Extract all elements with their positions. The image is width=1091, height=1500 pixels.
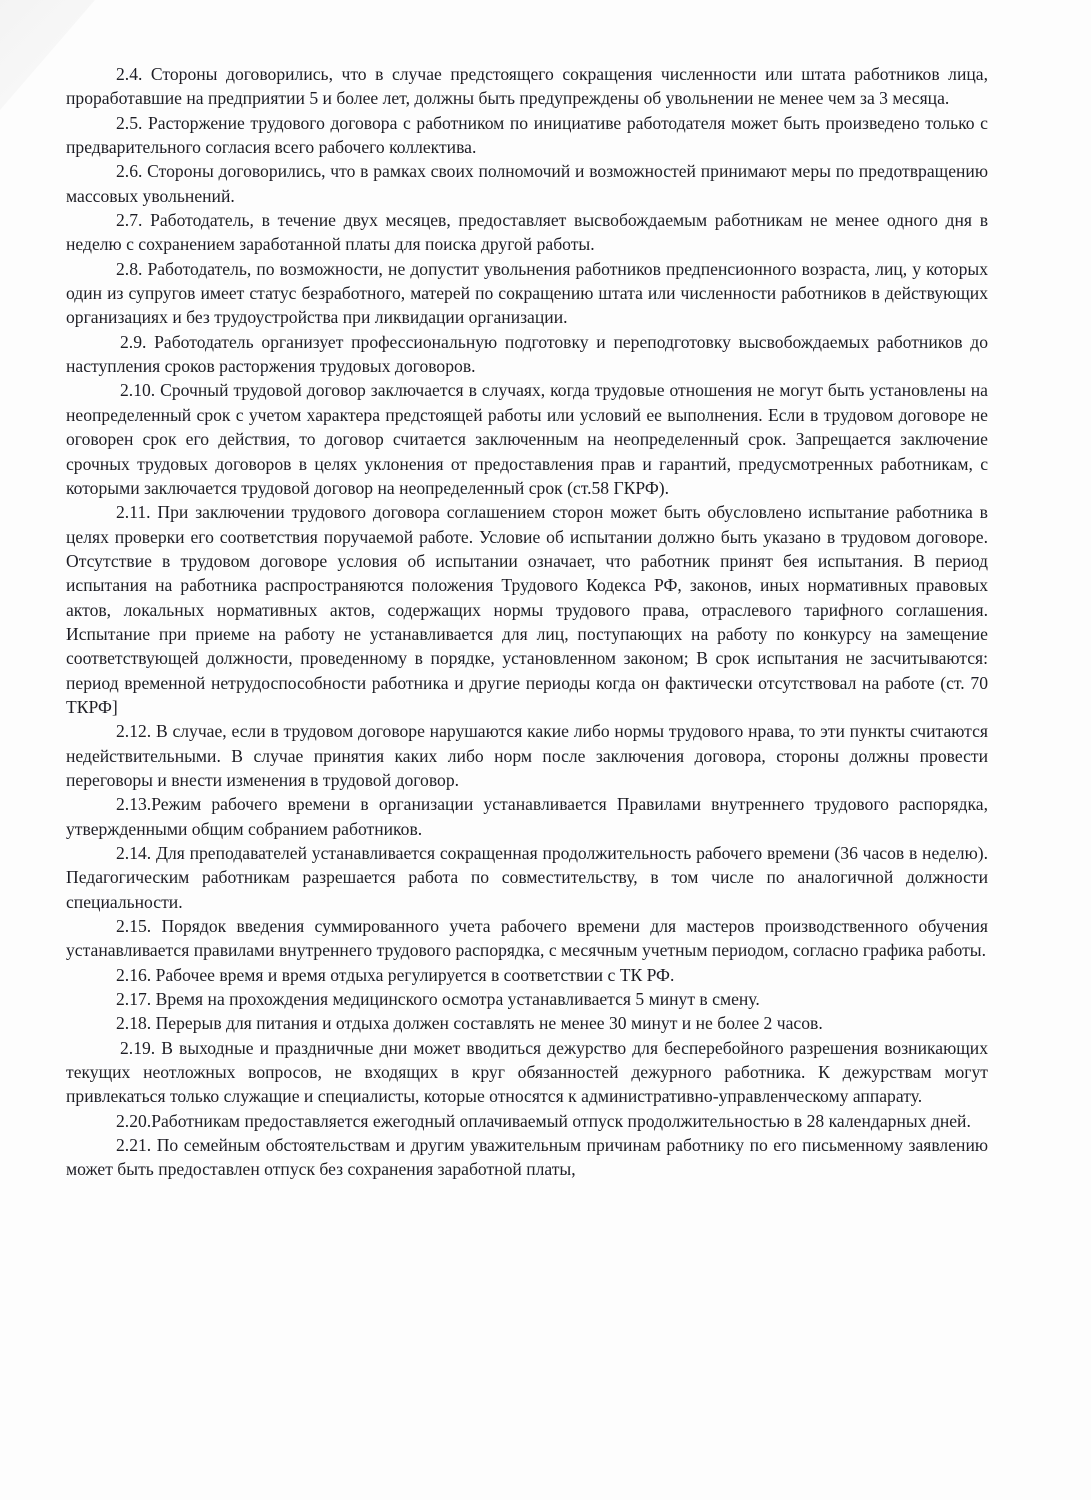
clause-2-18: 2.18. Перерыв для питания и отдыха должен составлять не менее 30 минут и не более 2 часов. bbox=[116, 1013, 823, 1034]
clause-2-16: 2.16. Рабочее время и время отдыха регулируется в соответствии с ТК РФ. bbox=[116, 964, 675, 985]
clause-2-21: 2.21. По семейным обстоятельствам и другим уважительным причинам работнику по его письменному заявлению может быть предоставлен отпуск без сохранения заработной платы, bbox=[66, 1135, 988, 1180]
clause-2-12: 2.12. В случае, если в трудовом договоре нарушаются какие либо нормы трудового нрава, то эти пункты считаются недействительными. В случае принятия каких либо норм после заключения договора, стороны должны провести переговоры и внести изменения в трудовой договор. bbox=[66, 721, 988, 790]
clause-2-7: 2.7. Работодатель, в течение двух месяцев, предоставляет высвобождаемым работникам не менее одного дня в неделю с сохранением заработанной платы для поиска другой работы. bbox=[66, 210, 988, 255]
document-body bbox=[66, 62, 988, 1182]
clause-2-6: 2.6. Стороны договорились, что в рамках своих полномочий и возможностей принимают меры по предотвращению массовых увольнений. bbox=[66, 161, 988, 206]
clause-2-13: 2.13.Режим рабочего времени в организации устанавливается Правилами внутреннего трудового распорядка, утвержденными общим собранием работников. bbox=[66, 794, 988, 839]
clause-2-11: 2.11. При заключении трудового договора соглашением сторон может быть обусловлено испытание работника в целях проверки его соответствия поручаемой работе. Условие об испытании должно быть указано в трудовом договоре. Отсутствие в трудовом договоре условия об испытании означает, что работник принят бея испытания. В период испытания на работника распространяются положения Трудового Кодекса РФ, законов, иных нормативных правовых актов, локальных нормативных актов, содержащих нормы трудового права, отраслевого тарифного соглашения. Испытание при приеме на работу не устанавливается для лиц, поступающих на работу по конкурсу на замещение соответствующей должности, проведенному в порядке, установленном законом; В срок испытания не засчитываются: период временной нетрудоспособности работника и другие периоды когда он фактически отсутствовал на работе (ст. 70 ТКРФ] bbox=[66, 502, 988, 717]
clause-2-9: 2.9. Работодатель организует профессиональную подготовку и переподготовку высвобождаемых работников до наступления сроков расторжения трудовых договоров. bbox=[66, 331, 988, 377]
clause-2-17: 2.17. Время на прохождения медицинского осмотра устанавливается 5 минут в смену. bbox=[116, 989, 760, 1010]
clause-2-10: 2.10. Срочный трудовой договор заключается в случаях, когда трудовые отношения не могут быть установлены на неопределенный срок с учетом характера предстоящей работы или условий ее выполнения. Если в трудовом договоре не оговорен срок его действия, то договор считается заключенным на неопределенный срок. Запрещается заключение срочных трудовых договоров в целях уклонения от предоставления прав и гарантий, предусмотренных работникам, с которыми заключается трудовой договор на неопределенный срок (ст.58 ГКРФ). bbox=[66, 380, 988, 498]
clause-2-4: 2.4. Стороны договорились, что в случае предстоящего сокращения численности или штата работников лица, проработавшие на предприятии 5 и более лет, должны быть предупреждены об увольнении не менее чем за 3 месяца. bbox=[66, 64, 988, 109]
clause-2-20: 2.20.Работникам предоставляется ежегодный оплачиваемый отпуск продолжительностью в 28 календарных дней. bbox=[116, 1110, 971, 1131]
clause-2-19: 2.19. В выходные и праздничные дни может вводиться дежурство для бесперебойного разрешения возникающих текущих неотложных вопросов, не входящих в круг обязанностей дежурного работника. К дежурствам могут привлекаться только служащие и специалисты, которые относятся к административно-управленческому аппарату. bbox=[66, 1037, 988, 1107]
clause-2-14: 2.14. Для преподавателей устанавливается сокращенная продолжительность рабочего времени (36 часов в неделю). Педагогическим работникам разрешается работа по совместительству, в том числе по аналогичной должности специальности. bbox=[66, 843, 988, 912]
clause-2-8: 2.8. Работодатель, по возможности, не допустит увольнения работников предпенсионного возраста, лиц, у которых один из супругов имеет статус безработного, матерей по сокращению штата или численности работников в действующих организациях и без трудоустройства при ликвидации организации. bbox=[66, 258, 988, 328]
clause-2-5: 2.5. Расторжение трудового договора с работником по инициативе работодателя может быть произведено только с предварительного согласия всего рабочего коллектива. bbox=[66, 112, 988, 158]
clause-2-15: 2.15. Порядок введения суммированного учета рабочего времени для мастеров производственного обучения устанавливается правилами внутреннего трудового распорядка, с месячным учетным периодом, согласно графика работы. bbox=[66, 916, 988, 961]
